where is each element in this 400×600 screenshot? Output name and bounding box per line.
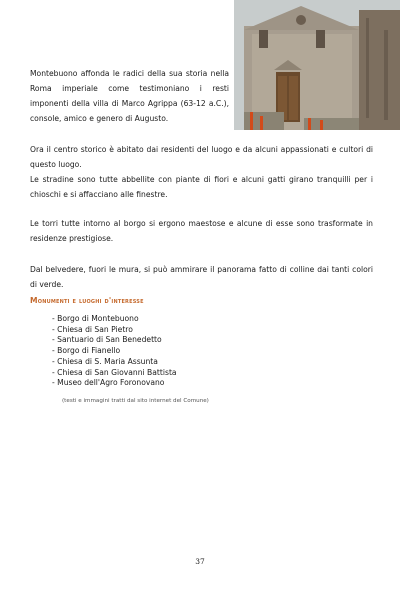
paragraph-torri: Le torri tutte intorno al borgo si ergono maestose e alcune di esse sono trasformate in residenze prestigiose. bbox=[30, 219, 373, 243]
monuments-list bbox=[52, 314, 177, 389]
paragraph-belvedere: Dal belvedere, fuori le mura, si può ammirare il panorama fatto di colline dai tanti colori di verde. bbox=[30, 265, 373, 289]
list-item: - Borgo di Montebuono bbox=[52, 314, 139, 323]
page-number: 37 bbox=[195, 557, 205, 566]
church-photo-svg bbox=[234, 0, 400, 130]
list-item: - Museo dell'Agro Foronovano bbox=[52, 378, 165, 388]
source-note: (testi e immagini tratti dal sito internet del Comune) bbox=[62, 398, 209, 404]
list-item: - Chiesa di S. Maria Assunta bbox=[52, 356, 158, 366]
section-heading: Monumenti e luoghi d'interesse bbox=[30, 296, 144, 305]
church-photo bbox=[234, 0, 400, 130]
list-item: - Chiesa di San Giovanni Battista bbox=[52, 367, 177, 377]
intro-paragraph: Montebuono affonda le radici della sua storia nella Roma imperiale come testimoniano i resti imponenti della villa di Marco Agrippa (63-12 a.C.), console, amico e genero di Augusto. bbox=[30, 69, 229, 123]
list-item: - Chiesa di San Pietro bbox=[52, 324, 133, 334]
paragraph-centro-storico: Ora il centro storico è abitato dai residenti del luogo e da alcuni appassionati e cultori di questo luogo. bbox=[30, 145, 373, 169]
list-item: - Santuario di San Benedetto bbox=[52, 335, 162, 345]
paragraph-stradine: Le stradine sono tutte abbellite con piante di fiori e alcuni gatti girano tranquilli per i chioschi e si affacciano alle finestre. bbox=[30, 175, 373, 199]
list-item: - Borgo di Fianello bbox=[52, 346, 121, 356]
